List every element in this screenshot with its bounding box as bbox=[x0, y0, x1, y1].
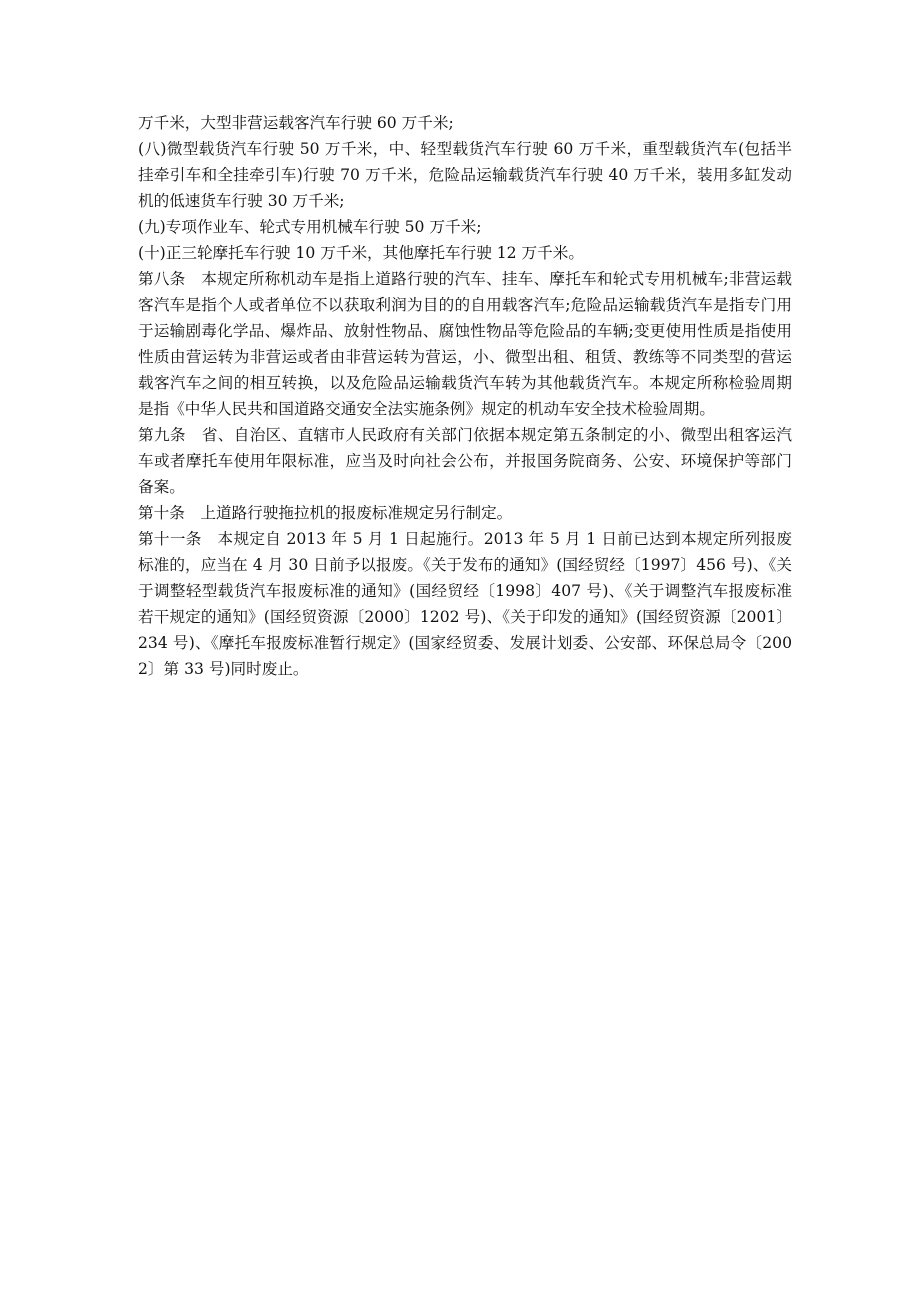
paragraph-item-9: (九)专项作业车、轮式专用机械车行驶 50 万千米; bbox=[138, 218, 482, 236]
paragraph-item-8: (八)微型载货汽车行驶 50 万千米，中、轻型载货汽车行驶 60 万千米，重型载货汽车(包括半挂牵引车和全挂牵引车)行驶 70 万千米，危险品运输载货汽车行驶 40 万千米，装用多缸发动机的低速货车行驶 30 万千米; bbox=[138, 140, 792, 210]
paragraph-continued-limits: 万千米，大型非营运载客汽车行驶 60 万千米; bbox=[138, 114, 454, 132]
paragraph-article-11: 第十一条 本规定自 2013 年 5 月 1 日起施行。2013 年 5 月 1 日前已达到本规定所列报废标准的，应当在 4 月 30 日前予以报废。《关于发布的通知》(国经贸经〔1997〕456 号)、《关于调整轻型载货汽车报废标准的通知》(国经贸经〔1998〕407 号)、《关于调整汽车报废标准若干规定的通知》(国经贸资源〔2000〕1202 号)、《关于印发的通知》(国经贸资源〔2001〕234 号)、《摩托车报废标准暂行规定》(国家经贸委、发展计划委、公安部、环保总局令〔2002〕第 33 号)同时废止。 bbox=[138, 530, 792, 678]
paragraph-item-10: (十)正三轮摩托车行驶 10 万千米，其他摩托车行驶 12 万千米。 bbox=[138, 244, 584, 262]
document-body bbox=[138, 110, 792, 682]
paragraph-article-10: 第十条 上道路行驶拖拉机的报废标准规定另行制定。 bbox=[138, 504, 513, 522]
paragraph-article-8: 第八条 本规定所称机动车是指上道路行驶的汽车、挂车、摩托车和轮式专用机械车;非营运载客汽车是指个人或者单位不以获取利润为目的的自用载客汽车;危险品运输载货汽车是指专门用于运输剧毒化学品、爆炸品、放射性物品、腐蚀性物品等危险品的车辆;变更使用性质是指使用性质由营运转为非营运或者由非营运转为营运，小、微型出租、租赁、教练等不同类型的营运载客汽车之间的相互转换，以及危险品运输载货汽车转为其他载货汽车。本规定所称检验周期是指《中华人民共和国道路交通安全法实施条例》规定的机动车安全技术检验周期。 bbox=[138, 270, 792, 418]
paragraph-article-9: 第九条 省、自治区、直辖市人民政府有关部门依据本规定第五条制定的小、微型出租客运汽车或者摩托车使用年限标准，应当及时向社会公布，并报国务院商务、公安、环境保护等部门备案。 bbox=[138, 426, 792, 496]
